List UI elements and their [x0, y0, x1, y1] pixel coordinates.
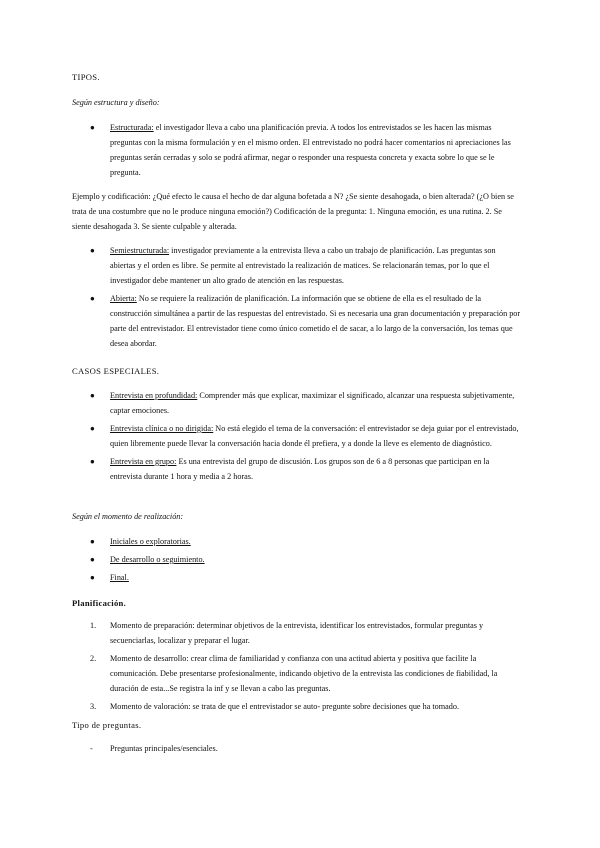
planificacion-text: Momento de desarrollo: crear clima de familiaridad y confianza con una actitud abierta y positiva que facilite la comunicación. Debe presentarse profesionalmente, indicando objetivo de la entrevista las condiciones de fiabilidad, la duración de esta...Se registra la inf y se llevan a cabo las preguntas. — [110, 653, 498, 693]
text-estructurada: el investigador lleva a cabo una planificación previa. A todos los entrevistados se les hacen las mismas preguntas con la misma formulación y en el mismo orden. El entrevistado no podrá hacer comentarios ni apreciaciones las preguntas serán cerradas y solo se podrá afirmar, negar o responder una respuesta concreta y exacta sobre lo que se le pregunta. — [110, 123, 511, 177]
term-estructurada: Estructurada: — [110, 123, 154, 132]
list-casos — [72, 389, 522, 485]
text-semiestructurada: investigador previamente a la entrevista lleva a cabo un trabajo de planificación. Las preguntas son abiertas y el orden es libre. Se permite al entrevistado la realización de matices. Se relacionarán temas, por lo que el investigador debe mantener un alto grado de atención en las respuestas. — [110, 246, 496, 285]
list-planificacion — [72, 619, 522, 715]
heading-tipo-preguntas: Tipo de preguntas. — [72, 720, 142, 730]
term-grupo: Entrevista en grupo: — [110, 456, 177, 466]
subheading-momento: Según el momento de realización: — [72, 512, 184, 521]
list-preguntas — [72, 742, 522, 757]
number-marker: 2. — [90, 653, 97, 663]
bullet-marker: ● — [90, 554, 95, 564]
momento-label: Final. — [110, 572, 129, 582]
list-item-momento — [72, 553, 522, 568]
list-item-grupo — [72, 455, 522, 485]
list-momentos — [72, 535, 522, 586]
planificacion-text: Momento de preparación: determinar objetivos de la entrevista, identificar los entrevistados, formular preguntas y secuenciarlas, localizar y preparar el lugar. — [110, 621, 484, 645]
heading-planificacion: Planificación. — [72, 598, 127, 608]
bullet-marker: ● — [90, 537, 95, 546]
list-item-abierta — [72, 292, 522, 352]
number-marker: 1. — [90, 621, 97, 630]
list-item-pregunta — [72, 742, 522, 757]
bullet-marker: ● — [90, 293, 95, 303]
list-item-semiestructurada — [72, 244, 522, 289]
momento-label: Iniciales o exploratorias. — [110, 537, 191, 546]
bullet-marker: ● — [90, 123, 95, 132]
bullet-marker: ● — [90, 391, 95, 400]
bullet-marker: ● — [90, 456, 95, 466]
list-item-clinica — [72, 422, 522, 452]
text-abierta: No se requiere la realización de planificación. La información que se obtiene de ella es el resultado de la construcción simultánea a partir de las respuestas del entrevistado. Si es necesaria una gran documentación y preparación por parte del entrevistador. El entrevistador tiene como único cometido el de sacar, a lo largo de la conversación, los temas que desea abordar. — [110, 293, 521, 348]
subheading-estructura: Según estructura y diseño: — [72, 98, 160, 107]
term-profundidad: Entrevista en profundidad: — [110, 391, 198, 400]
bullet-marker: ● — [90, 572, 95, 582]
term-clinica: Entrevista clínica o no dirigida: — [110, 423, 214, 433]
list-item-planificacion — [72, 652, 522, 697]
heading-casos-especiales: CASOS ESPECIALES. — [72, 366, 160, 376]
bullet-marker: ● — [90, 423, 95, 433]
pregunta-text: Preguntas principales/esenciales. — [110, 744, 218, 753]
list-item-planificacion — [72, 619, 522, 649]
term-semiestructurada: Semiestructurada: — [110, 246, 170, 255]
planificacion-text: Momento de valoración: se trata de que el entrevistador se auto- pregunte sobre decisiones que ha tomado. — [110, 701, 459, 711]
momento-label: De desarrollo o seguimiento. — [110, 554, 205, 564]
term-abierta: Abierta: — [110, 293, 137, 303]
list-estructura-2 — [72, 244, 522, 351]
paragraph-ejemplo: Ejemplo y codificación: ¿Qué efecto le causa el hecho de dar alguna bofetada a N? ¿Se siente desahogada, o bien alterada? (¿O bien se trata de una costumbre que no le produce ninguna emoción?) Codificación de la pregunta: 1. Ninguna emoción, es una rutina. 2. Se siente desahogada 3. Se siente culpable y alterada. — [72, 192, 514, 231]
dash-marker: - — [90, 744, 93, 753]
text-profundidad: Comprender más que explicar, maximizar el significado, alcanzar una respuesta subjetivamente, captar emociones. — [110, 391, 515, 415]
text-grupo: Es una entrevista del grupo de discusión. Los grupos son de 6 a 8 personas que participan en la entrevista durante 1 hora y media a 2 horas. — [110, 456, 490, 481]
list-item-planificacion — [72, 700, 522, 715]
bullet-marker: ● — [90, 246, 95, 255]
list-item-profundidad — [72, 389, 522, 419]
heading-tipos: TIPOS. — [72, 72, 100, 82]
list-estructura — [72, 121, 522, 181]
list-item-estructurada — [72, 121, 522, 181]
list-item-momento — [72, 535, 522, 550]
list-item-momento — [72, 571, 522, 586]
number-marker: 3. — [90, 701, 97, 711]
text-clinica: No está elegido el tema de la conversación: el entrevistador se deja guiar por el entrevistado, quien libremente puede llevar la conversación hacia donde él prefiera, y a donde la lleve es elemento de diagnóstico. — [110, 423, 519, 448]
